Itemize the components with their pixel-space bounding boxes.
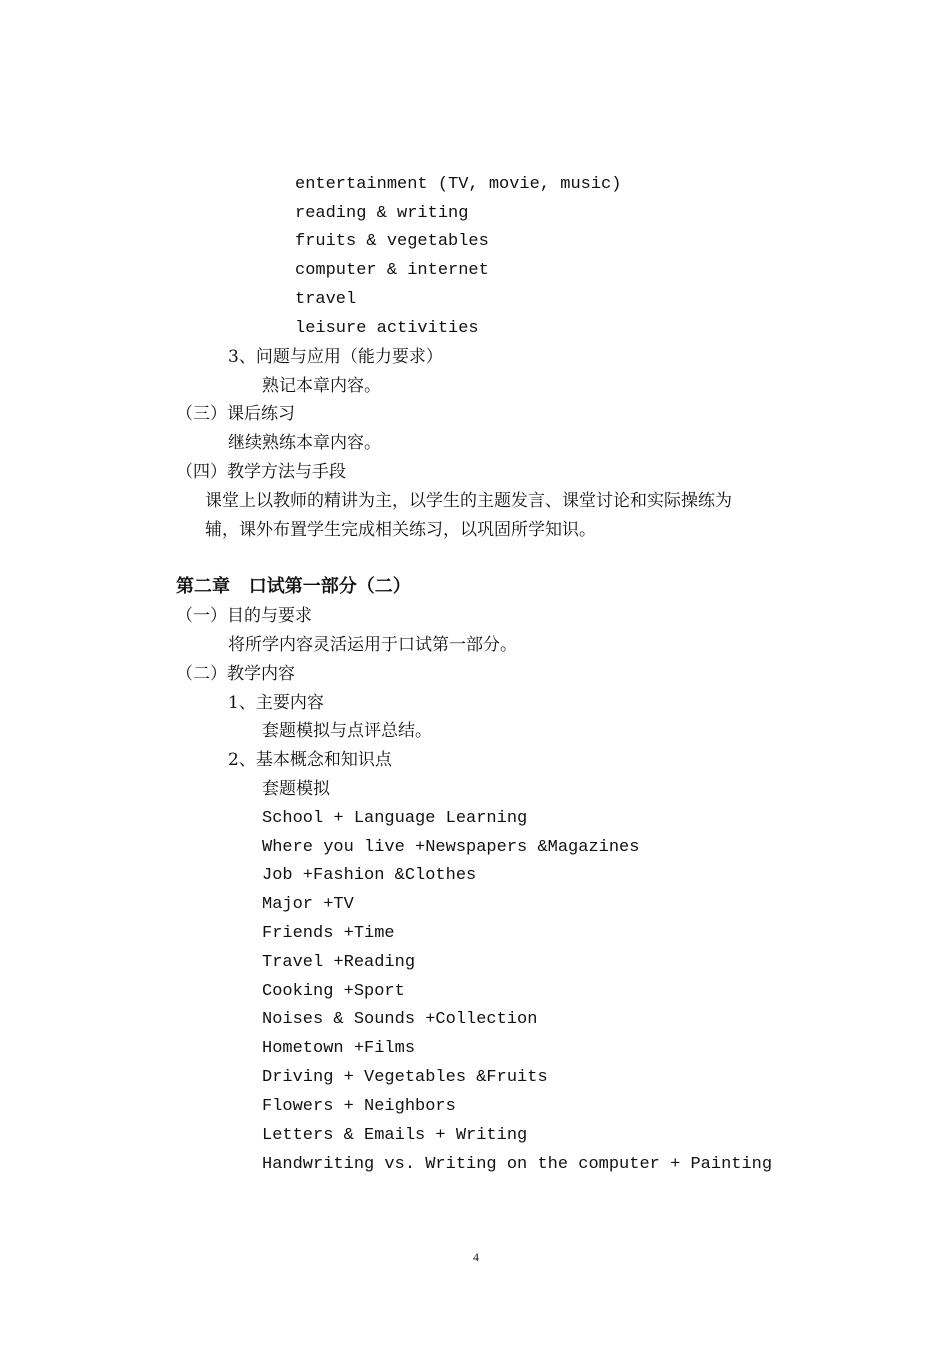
topic-set: Friends +Time [262,924,395,943]
methods-paragraph-line: 课堂上以教师的精讲为主，以学生的主题发言、课堂讨论和实际操练为 [205,491,732,511]
concepts-heading: 2、基本概念和知识点 [228,750,392,770]
topic-set: Major +TV [262,895,354,914]
topic-set: Driving + Vegetables &Fruits [262,1068,548,1087]
goals-text: 将所学内容灵活运用于口试第一部分。 [228,635,517,655]
after-class-text: 继续熟练本章内容。 [228,433,381,453]
topic-set: Hometown +Films [262,1039,416,1058]
concepts-intro: 套题模拟 [262,779,330,799]
topic-item: reading & writing [295,204,469,223]
after-class-heading: （三）课后练习 [176,404,295,424]
item3-text: 熟记本章内容。 [262,376,381,396]
topic-set: Job +Fashion &Clothes [262,866,477,885]
topic-set: School + Language Learning [262,809,528,828]
topic-set: Handwriting vs. Writing on the computer + Painting [262,1155,773,1174]
topic-item: fruits & vegetables [295,232,489,251]
item3-heading: 3、问题与应用（能力要求） [228,347,443,367]
methods-paragraph-line: 辅，课外布置学生完成相关练习，以巩固所学知识。 [205,520,596,540]
chapter-title: 第二章 口试第一部分（二） [176,576,411,597]
topic-set: Noises & Sounds +Collection [262,1010,538,1029]
topic-item: leisure activities [295,319,479,338]
topic-item: entertainment (TV, movie, music) [295,175,622,194]
topic-set: Cooking +Sport [262,982,405,1001]
main-content-text: 套题模拟与点评总结。 [262,721,432,741]
topic-set: Flowers + Neighbors [262,1097,456,1116]
topic-set: Travel +Reading [262,953,416,972]
topic-item: travel [295,290,357,309]
content-heading: （二）教学内容 [176,664,295,684]
main-content-heading: 1、主要内容 [228,693,324,713]
topic-item: computer & internet [295,261,489,280]
topic-set: Letters & Emails + Writing [262,1126,528,1145]
methods-heading: （四）教学方法与手段 [176,462,346,482]
topic-set: Where you live +Newspapers &Magazines [262,838,640,857]
page-number: 4 [473,1250,479,1264]
goals-heading: （一）目的与要求 [176,606,312,626]
